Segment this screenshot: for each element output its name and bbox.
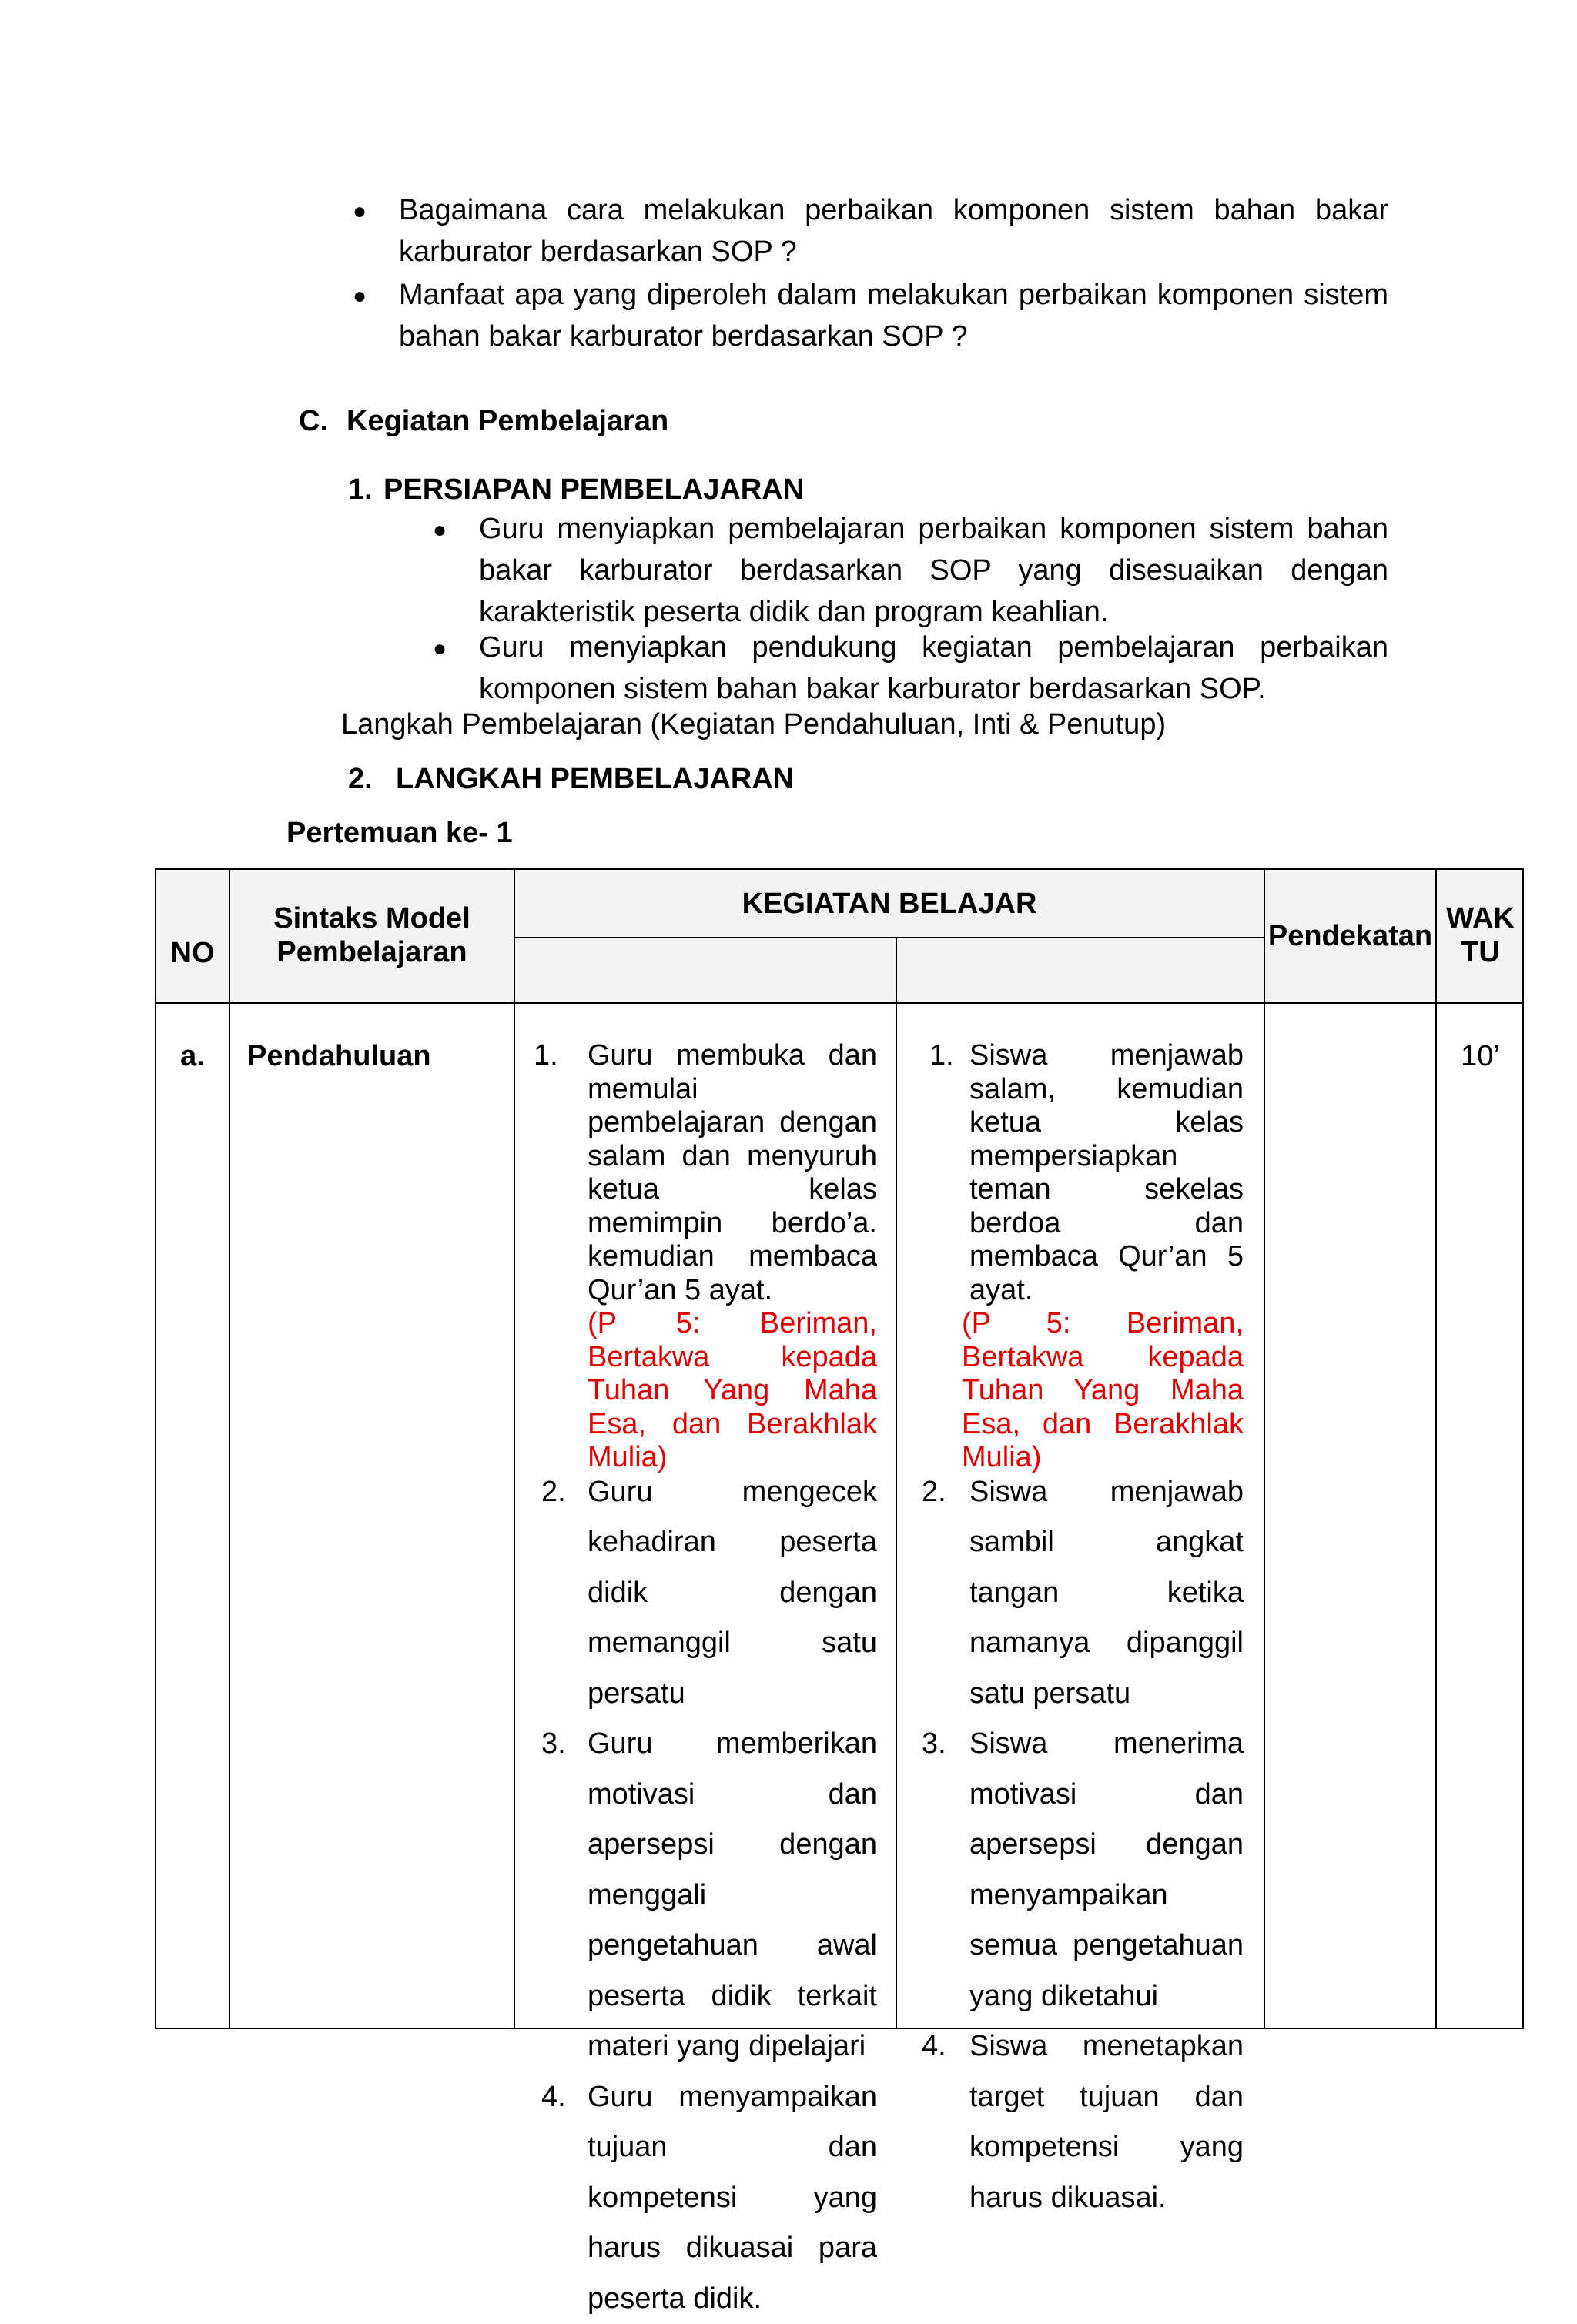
list-number: 2.	[534, 1467, 588, 1720]
sub1-bullet-text: Guru menyiapkan pendukung kegiatan pembelajaran perbaikan komponen sistem bahan bakar karburator berdasarkan SOP.	[479, 627, 1388, 710]
section-c-letter: C.	[299, 400, 347, 442]
list-text: Guru memberikan motivasi dan apersepsi dengan menggali pengetahuan awal peserta didik terkait materi yang dipelajari	[588, 1719, 877, 2072]
sub2-number: 2.	[348, 758, 396, 800]
lesson-table	[155, 868, 1524, 2029]
sub1-bullet-2	[433, 627, 1388, 710]
list-number: 1.	[916, 1039, 969, 1307]
intro-bullet-text: Manfaat apa yang diperoleh dalam melakukan perbaikan komponen sistem bahan bakar karburator berdasarkan SOP ?	[399, 274, 1388, 357]
header-waktu-line2: TU	[1437, 935, 1524, 969]
list-item	[534, 1719, 877, 2072]
list-item	[534, 1039, 877, 1475]
list-number: 1.	[534, 1039, 588, 1475]
bullet-icon: ●	[433, 627, 479, 710]
list-number: 3.	[916, 1719, 969, 2021]
row-sintaks: Pendahuluan	[247, 1039, 431, 1073]
guru-activities	[534, 1039, 877, 2324]
list-text: Guru membuka dan memulai pembelajaran dengan salam dan menyuruh ketua kelas memimpin berdo’a. kemudian membaca Qur’an 5 ayat.	[588, 1039, 877, 1307]
list-text: Guru mengecek kehadiran peserta didik dengan memanggil satu persatu	[588, 1467, 877, 1720]
kegiatan-subheader-line	[514, 937, 1264, 938]
sub2-title: LANGKAH PEMBELAJARAN	[396, 763, 794, 795]
bullet-icon: ●	[353, 189, 399, 273]
list-text: Siswa menetapkan target tujuan dan kompetensi yang harus dikuasai.	[969, 2021, 1244, 2223]
list-item	[916, 2021, 1244, 2223]
row-waktu: 10’	[1437, 1039, 1524, 1073]
sub1-bullet-text: Guru menyiapkan pembelajaran perbaikan komponen sistem bahan bakar karburator berdasarkan SOP yang disesuaikan dengan karakteristik peserta didik dan program keahlian.	[479, 508, 1388, 633]
table-header-divider	[155, 1002, 1524, 1004]
section-c-heading	[299, 400, 668, 442]
list-item	[916, 1719, 1244, 2021]
sub1-number: 1.	[348, 469, 383, 510]
col-divider-sintaks	[514, 868, 515, 2029]
header-sintaks-line2: Pembelajaran	[230, 935, 514, 969]
row-no: a.	[155, 1039, 230, 1073]
list-text: Siswa menjawab salam, kemudian ketua kelas mempersiapkan teman sekelas berdoa dan membaca Qur’an 5 ayat.	[969, 1039, 1244, 1307]
table-border-top	[155, 868, 1524, 870]
header-sintaks	[230, 901, 514, 969]
list-item	[916, 1039, 1244, 1307]
list-number: 3.	[534, 1719, 588, 2072]
bullet-icon: ●	[353, 274, 399, 357]
header-waktu-line1: WAK	[1437, 901, 1524, 935]
meeting-label: Pertemuan ke- 1	[286, 812, 513, 854]
p5-note: (P 5: Beriman, Bertakwa kepada Tuhan Yang Maha Esa, dan Berakhlak Mulia)	[962, 1307, 1244, 1475]
sub2-heading	[348, 758, 794, 800]
list-number: 4.	[534, 2072, 588, 2324]
list-item	[916, 1467, 1244, 1720]
list-item	[534, 1467, 877, 1720]
bullet-icon: ●	[433, 508, 479, 633]
sub1-title: PERSIAPAN PEMBELAJARAN	[383, 473, 804, 506]
sub1-bullet-1	[433, 508, 1388, 633]
sub1-heading	[348, 469, 804, 510]
list-text: Guru menyampaikan tujuan dan kompetensi yang harus dikuasai para peserta didik.	[588, 2072, 877, 2324]
list-text: Siswa menjawab sambil angkat tangan ketika namanya dipanggil satu persatu	[969, 1467, 1244, 1720]
p5-note: (P 5: Beriman, Bertakwa kepada Tuhan Yang Maha Esa, dan Berakhlak Mulia)	[588, 1307, 877, 1475]
list-item	[534, 2072, 877, 2324]
list-text: Siswa menerima motivasi dan apersepsi dengan menyampaikan semua pengetahuan yang diketahui	[969, 1719, 1244, 2021]
header-kegiatan: KEGIATAN BELAJAR	[515, 887, 1264, 921]
list-number: 2.	[916, 1467, 969, 1720]
intro-bullet-1	[353, 189, 1388, 273]
header-no: NO	[155, 936, 230, 970]
col-divider-kegiatan	[1264, 868, 1265, 2029]
list-number: 4.	[916, 2021, 969, 2223]
intro-bullet-text: Bagaimana cara melakukan perbaikan komponen sistem bahan bakar karburator berdasarkan SOP ?	[399, 189, 1388, 273]
col-divider-guru-siswa	[896, 937, 897, 2029]
intro-bullet-2	[353, 274, 1388, 357]
siswa-activities	[916, 1039, 1244, 2223]
section-c-title: Kegiatan Pembelajaran	[347, 405, 668, 437]
steps-note: Langkah Pembelajaran (Kegiatan Pendahuluan, Inti & Penutup)	[341, 704, 1166, 745]
header-waktu	[1437, 901, 1524, 969]
header-pendekatan: Pendekatan	[1265, 919, 1435, 953]
header-sintaks-line1: Sintaks Model	[230, 901, 514, 935]
